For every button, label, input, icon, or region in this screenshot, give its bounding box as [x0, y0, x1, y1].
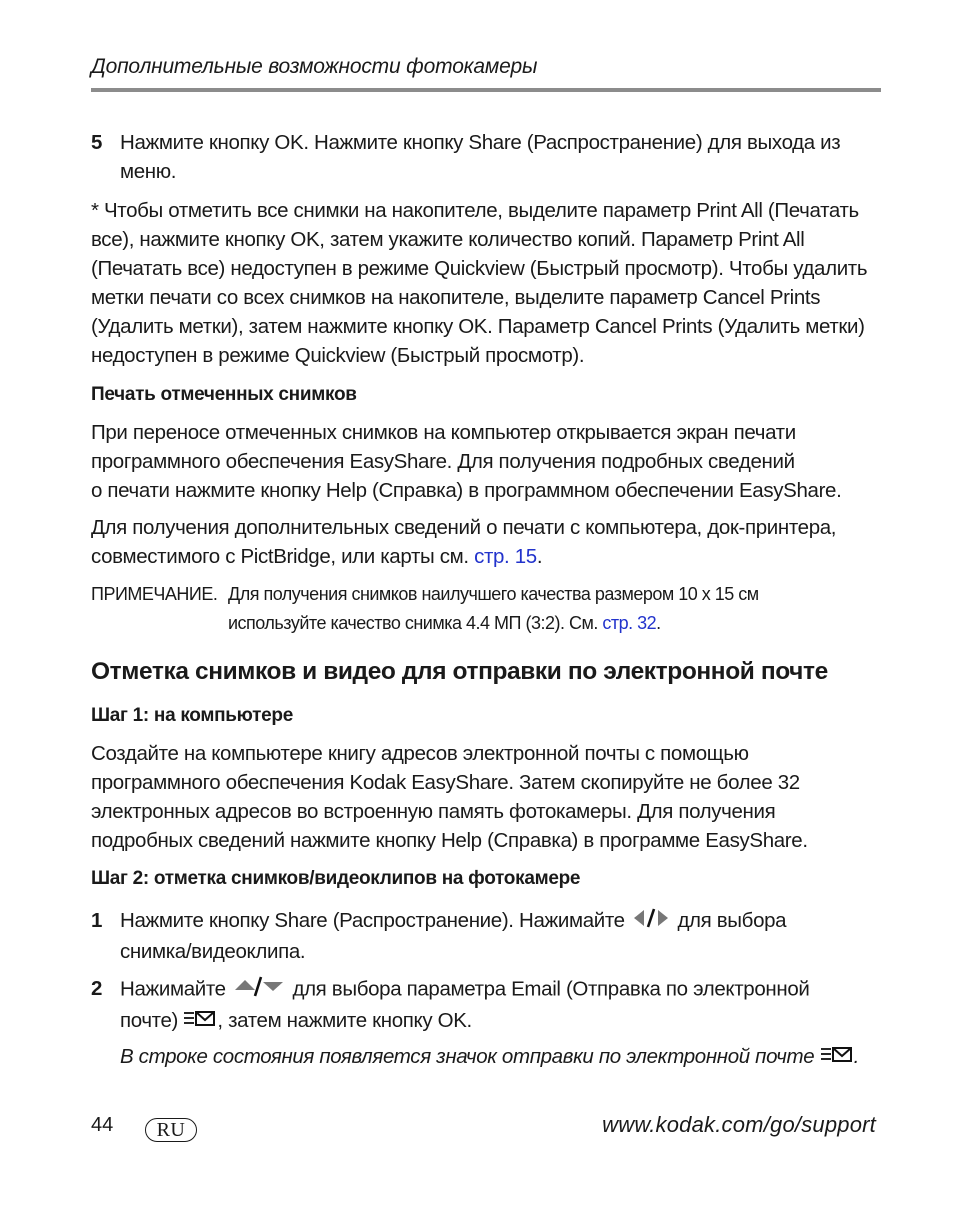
running-header: Дополнительные возможности фотокамеры	[91, 55, 538, 78]
print-marked-paragraph: При переносе отмеченных снимков на компьютер открывается экран печати программного обеспечения EasyShare. Для получения подробных сведений о печати нажмите кнопку Help (Справка) в программном обеспечении EasyShare.	[91, 421, 842, 502]
page-32-link[interactable]: стр. 32	[602, 613, 657, 633]
step-5	[91, 128, 891, 186]
page-15-link[interactable]: стр. 15	[474, 545, 537, 568]
language-badge: RU	[145, 1118, 197, 1142]
item-number: 1	[91, 909, 103, 932]
status-note: В строке состояния появляется значок отправки по электронной почте .	[120, 1042, 880, 1072]
item-number: 2	[91, 977, 103, 1000]
print-info-paragraph: Для получения дополнительных сведений о печати с компьютера, док-принтера, совместимого с PictBridge, или карты см. стр. 15.	[91, 516, 837, 568]
step-text: Нажмите кнопку OK. Нажмите кнопку Share (Распространение) для выхода из меню.	[120, 131, 841, 183]
header-divider	[91, 88, 881, 92]
note: ПРИМЕЧАНИЕ. Для получения снимков наилучшего качества размером 10 x 15 см используйте качество снимка 4.4 МП (3:2). См. стр. 32.	[91, 580, 891, 638]
step1-paragraph: Создайте на компьютере книгу адресов электронной почты с помощью программного обеспечения Kodak EasyShare. Затем скопируйте не более 32 электронных адресов во встроенную память фотокамеры. Для получения подробных сведений нажмите кнопку Help (Справка) в программе EasyShare.	[91, 742, 808, 852]
list-item-1: 1 Нажмите кнопку Share (Распространение). Нажимайте для выбора снимка/видеоклипа.	[91, 906, 891, 966]
up-down-arrows-icon	[231, 974, 287, 1006]
step-number: 5	[91, 131, 103, 154]
section-heading-print-marked: Печать отмеченных снимков	[91, 384, 357, 405]
page-number: 44	[91, 1114, 114, 1136]
list-item-2: 2 Нажимайте для выбора параметра Email (Отправка по электронной почте) , затем нажмите кнопку OK.	[91, 974, 891, 1036]
left-right-arrows-icon	[630, 907, 672, 937]
support-url[interactable]: www.kodak.com/go/support	[602, 1112, 876, 1137]
step2-heading: Шаг 2: отметка снимков/видеоклипов на фотокамере	[91, 868, 581, 889]
step1-heading: Шаг 1: на компьютере	[91, 705, 293, 726]
footnote: * Чтобы отметить все снимки на накопителе, выделите параметр Print All (Печатать все), нажмите кнопку OK, затем укажите количество копий. Параметр Print All (Печатать все) недоступен в режиме Quickview (Быстрый просмотр). Чтобы удалить метки печати со всех снимков на накопителе, выделите параметр Cancel Prints (Удалить метки), затем нажмите кнопку OK. Параметр Cancel Prints (Удалить метки) недоступен в режиме Quickview (Быстрый просмотр).	[91, 199, 868, 367]
note-label: ПРИМЕЧАНИЕ.	[91, 584, 218, 604]
email-icon	[183, 1007, 217, 1036]
section-heading-email: Отметка снимков и видео для отправки по электронной почте	[91, 658, 828, 685]
email-status-icon	[820, 1043, 854, 1072]
